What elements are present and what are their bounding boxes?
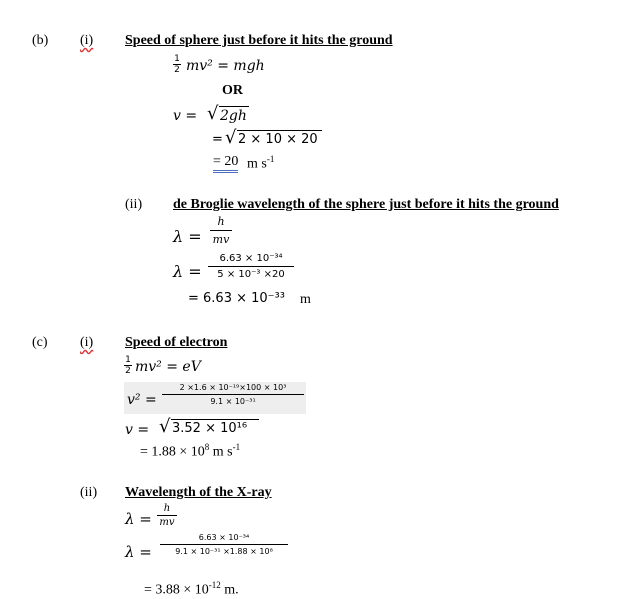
xray-wavelength-result: = $3.88 \times 10^{-12}$ m. [144,580,239,598]
v-lhs: v = [125,422,150,438]
frac-num: h [217,215,225,228]
energy-equation: mv² = mgh [186,58,265,74]
sqrt-icon: √ [207,103,219,124]
sqrt-bar [171,419,259,420]
sqrt-icon: √ [225,127,237,148]
frac-bar [208,266,294,267]
velocity-fraction [162,383,304,406]
part-c-ii-label: (ii) [80,485,98,500]
frac-num: 1 [174,54,180,64]
frac-den: 5 × 10⁻³ ×20 [217,269,285,280]
sqrt-icon: √ [159,416,171,437]
wavelength-unit: m [300,292,311,307]
frac-den: mv [212,233,230,246]
xray-fraction [160,533,288,556]
part-c-i-heading: Speed of electron [125,335,228,350]
result-unit: m $s^{-1}$ [247,154,275,172]
frac-num: 1 [125,355,131,365]
or-text: OR [222,83,243,98]
half-fraction [173,54,181,75]
lambda-lhs: λ = [173,262,202,281]
frac-num: h [163,503,171,514]
lambda-lhs: λ = [173,227,202,246]
energy-equation: mv² = eV [135,359,201,375]
frac-den: mv [159,517,175,528]
part-b-i-heading: Speed of sphere just before it hits the ground [125,33,393,48]
part-b-ii-heading: de Broglie wavelength of the sphere just before it hits the ground [173,197,559,212]
sqrt-expression: 3.52 × 10¹⁶ [172,421,248,436]
wavelength-result: = 6.63 × 10⁻³³ [188,291,285,306]
part-b-i-label: (i) [80,33,94,48]
h-over-mv-fraction [210,215,232,246]
v-lhs: v = [173,108,198,124]
frac-bar [160,544,288,545]
lambda-lhs: λ = [125,510,152,528]
substitution-prefix: = [212,132,223,147]
part-c-i-label: (i) [80,335,94,350]
planck-fraction [208,253,294,280]
half-fraction [124,355,132,376]
frac-den: 2 [174,65,180,75]
frac-num: 6.63 × 10⁻³⁴ [198,533,250,542]
frac-num: 2 ×1.6 × 10⁻¹⁹×100 × 10³ [179,383,287,392]
v-squared-lhs: v² = [127,392,157,408]
sqrt-bar [237,130,322,131]
frac-den: 2 [125,366,131,376]
sqrt-expression: 2gh [220,108,247,124]
frac-num: 6.63 × 10⁻³⁴ [219,253,283,264]
speed-result: = $1.88 \times 10^8$ m $s^{-1}$ [140,442,241,460]
frac-bar [162,394,304,395]
h-over-mv-fraction [157,503,177,528]
part-c-label: (c) [32,335,48,350]
lambda-lhs: λ = [125,543,152,561]
frac-den: 9.1 × 10⁻³¹ ×1.88 × 10⁸ [175,547,273,556]
frac-bar [157,515,177,516]
result-prefix: = 20 [213,154,238,173]
frac-den: 9.1 × 10⁻³¹ [210,397,256,406]
part-b-label: (b) [32,33,49,48]
part-c-ii-heading: Wavelength of the X-ray [125,485,272,500]
part-b-ii-label: (ii) [125,197,143,212]
frac-bar [210,230,232,231]
sqrt-bar [219,106,249,107]
substitution-expression: 2 × 10 × 20 [238,132,318,147]
